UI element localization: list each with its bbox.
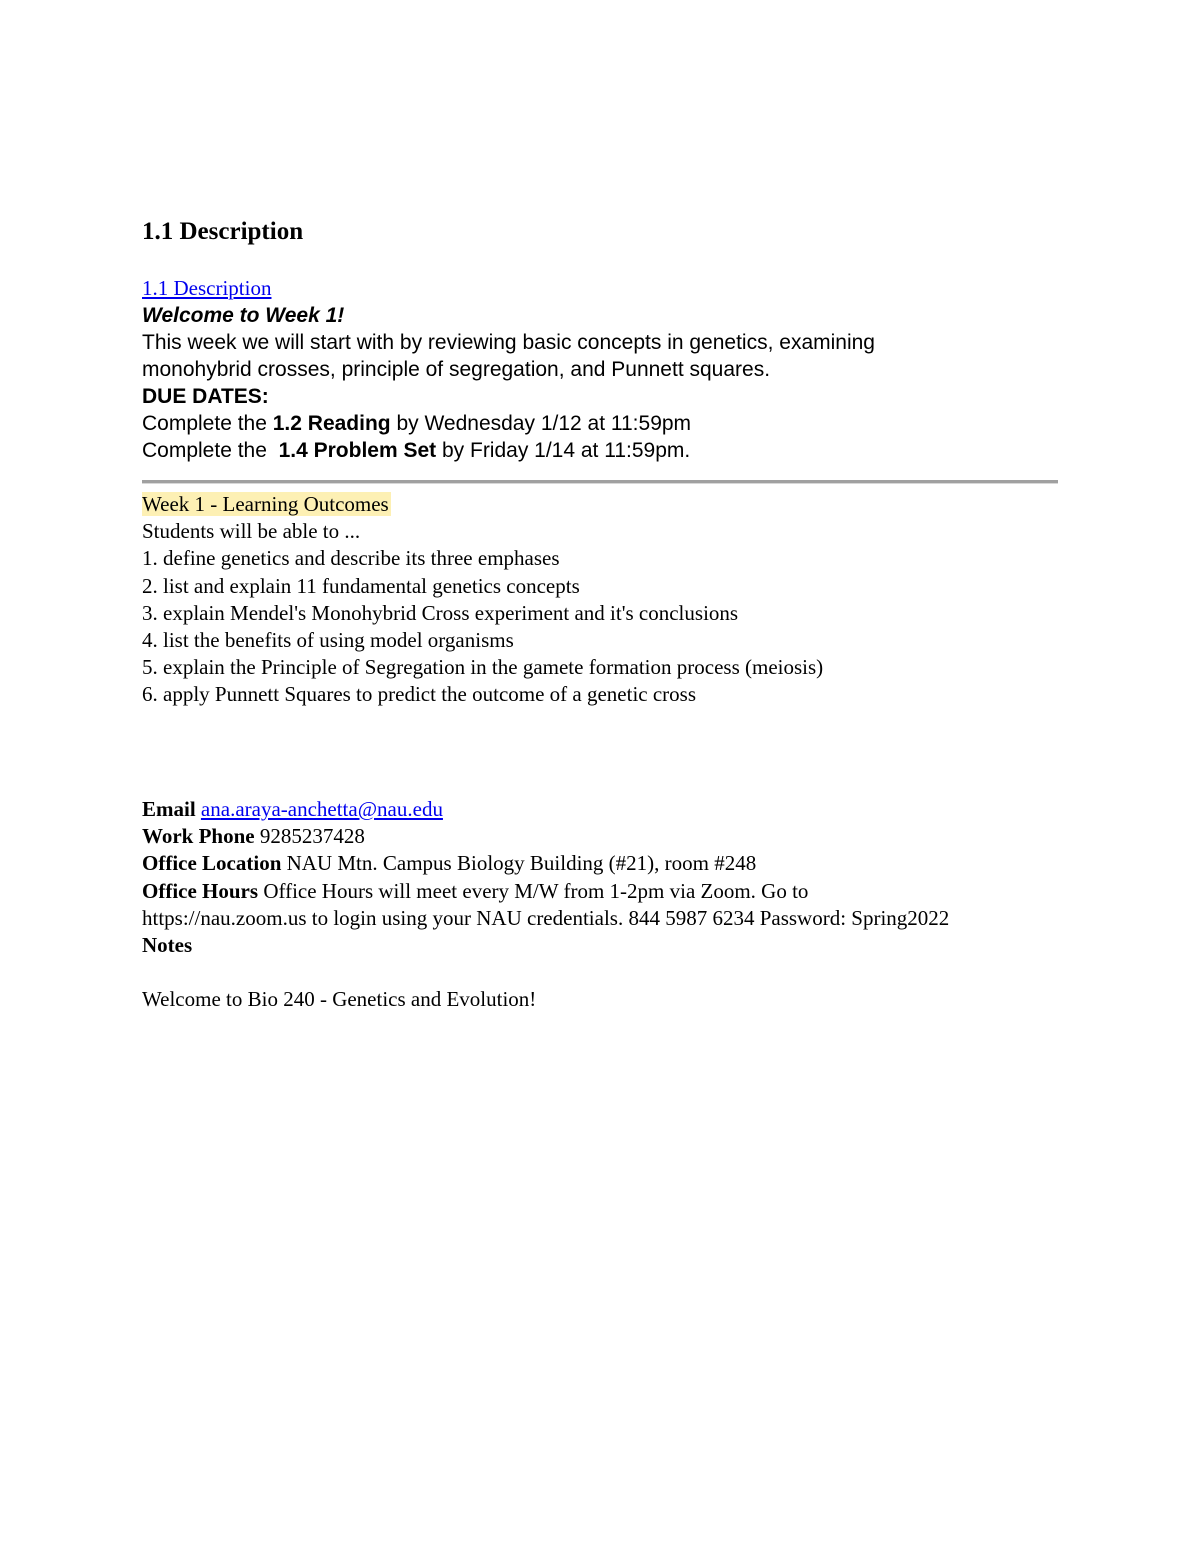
outcomes-intro: Students will be able to ...: [142, 519, 361, 544]
page-title: 1.1 Description: [142, 218, 304, 245]
due-date-reading-item: 1.2 Reading: [272, 412, 391, 435]
email-row: [142, 796, 1062, 823]
due-date-problem-set: [142, 437, 1062, 464]
office-location-value: NAU Mtn. Campus Biology Building (#21), room #248: [286, 851, 757, 876]
due-date-problem-set-suffix: by Friday 1/14 at 11:59pm.: [436, 439, 691, 462]
learning-outcomes-section: [142, 491, 1062, 709]
outcome-item: 2. list and explain 11 fundamental genetics concepts: [142, 573, 580, 598]
due-date-problem-set-item: 1.4 Problem Set: [278, 439, 437, 462]
notes-spacer: [142, 959, 1062, 986]
office-hours-row: [142, 878, 1062, 905]
due-date-reading: [142, 410, 1062, 437]
outcome-item: 1. define genetics and describe its three emphases: [142, 546, 560, 571]
work-phone-value: 9285237428: [259, 824, 365, 849]
outcome-item: 6. apply Punnett Squares to predict the outcome of a genetic cross: [142, 682, 697, 707]
due-date-reading-suffix: by Wednesday 1/12 at 11:59pm: [390, 412, 692, 435]
work-phone-row: [142, 823, 1062, 850]
description-section: [142, 275, 1062, 464]
outcomes-heading: Week 1 - Learning Outcomes: [142, 492, 389, 516]
due-date-reading-prefix: Complete the: [142, 412, 273, 435]
due-date-problem-set-prefix: Complete the: [142, 439, 279, 462]
outcome-item: 4. list the benefits of using model organisms: [142, 628, 514, 653]
outcome-item: 5. explain the Principle of Segregation in the gamete formation process (meiosis): [142, 655, 824, 680]
office-hours-value: Office Hours will meet every M/W from 1-2pm via Zoom. Go to: [263, 878, 809, 903]
office-location-label: Office Location: [142, 851, 282, 876]
contact-section: [142, 796, 1062, 1014]
office-hours-label: Office Hours: [142, 878, 259, 903]
office-location-row: [142, 850, 1062, 877]
intro-text-line-2: monohybrid crosses, principle of segregation, and Punnett squares.: [142, 358, 771, 381]
intro-text-line-1: This week we will start with by reviewing basic concepts in genetics, examining: [142, 331, 875, 354]
outcome-item: 3. explain Mendel's Monohybrid Cross experiment and it's conclusions: [142, 600, 739, 625]
email-link[interactable]: ana.araya-anchetta@nau.edu: [200, 797, 443, 821]
notes-text: Welcome to Bio 240 - Genetics and Evolution!: [142, 987, 537, 1012]
email-label: Email: [142, 797, 196, 821]
welcome-heading: Welcome to Week 1!: [142, 304, 345, 327]
notes-label: Notes: [142, 933, 193, 958]
section-divider: [142, 480, 1058, 484]
work-phone-label: Work Phone: [142, 824, 255, 849]
office-hours-continued: https://nau.zoom.us to login using your NAU credentials. 844 5987 6234 Password: Spring2022: [142, 905, 950, 930]
description-link[interactable]: 1.1 Description: [142, 276, 272, 300]
outcomes-heading-line: [142, 491, 1062, 518]
due-dates-heading: DUE DATES:: [142, 385, 269, 408]
